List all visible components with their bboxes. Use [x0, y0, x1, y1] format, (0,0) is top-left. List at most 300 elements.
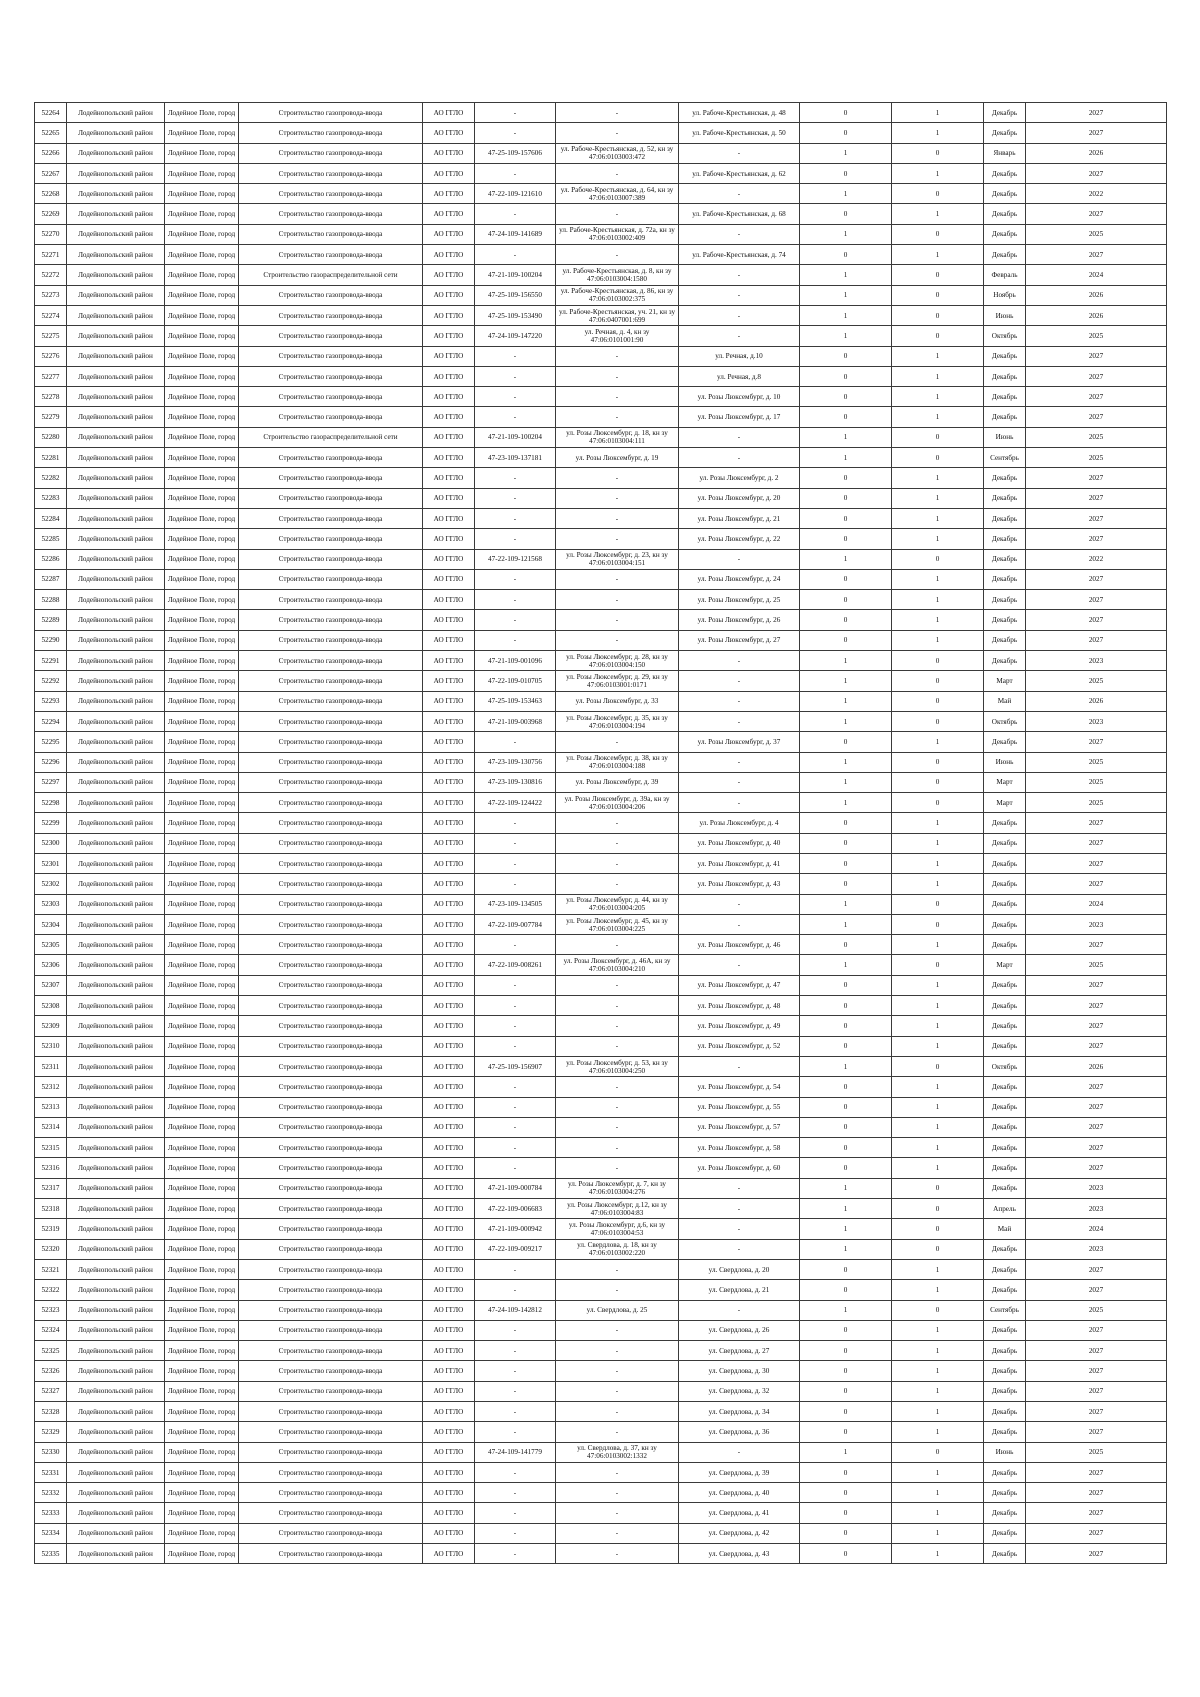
district-cell: Лодейнопольский район	[67, 894, 165, 914]
table-row	[35, 793, 1167, 813]
row-id-cell: 52321	[35, 1259, 67, 1279]
table-row	[35, 1138, 1167, 1158]
count-a-cell: 0	[800, 1016, 892, 1036]
count-b-cell: 0	[892, 265, 984, 285]
count-a-cell: 0	[800, 529, 892, 549]
table-row	[35, 407, 1167, 427]
work-type-cell: Строительство газопровода-ввода	[239, 630, 423, 650]
year-cell: 2027	[1026, 1402, 1167, 1422]
district-cell: Лодейнопольский район	[67, 1503, 165, 1523]
contract-address-cell: -	[556, 590, 679, 610]
planned-address-cell: ул. Розы Люксембург, д. 25	[679, 590, 800, 610]
settlement-cell: Лодейное Поле, город	[165, 813, 239, 833]
year-cell: 2027	[1026, 204, 1167, 224]
row-id-cell: 52322	[35, 1280, 67, 1300]
year-cell: 2027	[1026, 1280, 1167, 1300]
contract-number-cell: -	[475, 813, 556, 833]
operator-cell: АО ГГЛО	[423, 1036, 475, 1056]
planned-address-cell: ул. Розы Люксембург, д. 4	[679, 813, 800, 833]
table-row	[35, 1320, 1167, 1340]
count-b-cell: 1	[892, 366, 984, 386]
month-cell: Декабрь	[984, 346, 1026, 366]
district-cell: Лодейнопольский район	[67, 1422, 165, 1442]
table-row	[35, 874, 1167, 894]
data-table	[34, 102, 1167, 1564]
settlement-cell: Лодейное Поле, город	[165, 387, 239, 407]
month-cell: Декабрь	[984, 813, 1026, 833]
operator-cell: АО ГГЛО	[423, 184, 475, 204]
contract-number-cell: -	[475, 204, 556, 224]
contract-address-cell: ул. Розы Люксембург, д. 45, кн зу 47:06:0103004:225	[556, 914, 679, 934]
work-type-cell: Строительство газопровода-ввода	[239, 671, 423, 691]
year-cell: 2027	[1026, 1016, 1167, 1036]
planned-address-cell: -	[679, 691, 800, 711]
month-cell: Декабрь	[984, 1097, 1026, 1117]
work-type-cell: Строительство газопровода-ввода	[239, 1178, 423, 1198]
year-cell: 2027	[1026, 387, 1167, 407]
work-type-cell: Строительство газопровода-ввода	[239, 163, 423, 183]
contract-address-cell: ул. Рабоче-Крестьянская, д. 52, кн зу 47:06:0103003:472	[556, 143, 679, 163]
month-cell: Декабрь	[984, 468, 1026, 488]
contract-number-cell: 47-25-109-153490	[475, 305, 556, 325]
row-id-cell: 52268	[35, 184, 67, 204]
contract-number-cell: 47-22-109-007784	[475, 914, 556, 934]
planned-address-cell: -	[679, 1178, 800, 1198]
month-cell: Октябрь	[984, 326, 1026, 346]
year-cell: 2025	[1026, 1442, 1167, 1462]
table-row	[35, 1442, 1167, 1462]
row-id-cell: 52272	[35, 265, 67, 285]
year-cell: 2027	[1026, 1544, 1167, 1564]
contract-address-cell: ул. Розы Люксембург, д. 46А, кн зу 47:06:0103004:210	[556, 955, 679, 975]
operator-cell: АО ГГЛО	[423, 651, 475, 671]
work-type-cell: Строительство газопровода-ввода	[239, 1523, 423, 1543]
row-id-cell: 52285	[35, 529, 67, 549]
table-row	[35, 265, 1167, 285]
district-cell: Лодейнопольский район	[67, 1361, 165, 1381]
row-id-cell: 52269	[35, 204, 67, 224]
year-cell: 2025	[1026, 671, 1167, 691]
contract-address-cell: -	[556, 529, 679, 549]
table-row	[35, 387, 1167, 407]
district-cell: Лодейнопольский район	[67, 204, 165, 224]
district-cell: Лодейнопольский район	[67, 691, 165, 711]
contract-address-cell: -	[556, 1483, 679, 1503]
district-cell: Лодейнопольский район	[67, 1077, 165, 1097]
count-b-cell: 1	[892, 1280, 984, 1300]
planned-address-cell: ул. Рабоче-Крестьянская, д. 48	[679, 103, 800, 123]
district-cell: Лодейнопольский район	[67, 975, 165, 995]
district-cell: Лодейнопольский район	[67, 1219, 165, 1239]
month-cell: Декабрь	[984, 590, 1026, 610]
count-a-cell: 0	[800, 103, 892, 123]
contract-number-cell: 47-22-109-121568	[475, 549, 556, 569]
row-id-cell: 52273	[35, 285, 67, 305]
year-cell: 2027	[1026, 1341, 1167, 1361]
settlement-cell: Лодейное Поле, город	[165, 1077, 239, 1097]
row-id-cell: 52314	[35, 1117, 67, 1137]
operator-cell: АО ГГЛО	[423, 224, 475, 244]
count-b-cell: 0	[892, 772, 984, 792]
settlement-cell: Лодейное Поле, город	[165, 326, 239, 346]
work-type-cell: Строительство газопровода-ввода	[239, 1503, 423, 1523]
table-row	[35, 732, 1167, 752]
settlement-cell: Лодейное Поле, город	[165, 305, 239, 325]
operator-cell: АО ГГЛО	[423, 1239, 475, 1259]
district-cell: Лодейнопольский район	[67, 1483, 165, 1503]
table-row	[35, 143, 1167, 163]
planned-address-cell: ул. Розы Люксембург, д. 48	[679, 996, 800, 1016]
row-id-cell: 52280	[35, 427, 67, 447]
contract-address-cell: ул. Розы Люксембург, д. 19	[556, 448, 679, 468]
contract-number-cell: -	[475, 123, 556, 143]
planned-address-cell: ул. Розы Люксембург, д. 24	[679, 569, 800, 589]
count-b-cell: 1	[892, 123, 984, 143]
contract-number-cell: 47-21-109-100204	[475, 265, 556, 285]
count-a-cell: 0	[800, 346, 892, 366]
planned-address-cell: ул. Рабоче-Крестьянская, д. 74	[679, 245, 800, 265]
district-cell: Лодейнопольский район	[67, 488, 165, 508]
count-a-cell: 0	[800, 1320, 892, 1340]
contract-number-cell: -	[475, 833, 556, 853]
contract-number-cell: -	[475, 1036, 556, 1056]
table-row	[35, 468, 1167, 488]
operator-cell: АО ГГЛО	[423, 123, 475, 143]
month-cell: Декабрь	[984, 1462, 1026, 1482]
work-type-cell: Строительство газопровода-ввода	[239, 407, 423, 427]
count-a-cell: 1	[800, 448, 892, 468]
district-cell: Лодейнопольский район	[67, 772, 165, 792]
settlement-cell: Лодейное Поле, город	[165, 245, 239, 265]
count-a-cell: 0	[800, 163, 892, 183]
month-cell: Декабрь	[984, 935, 1026, 955]
count-a-cell: 0	[800, 468, 892, 488]
contract-number-cell: 47-21-109-100204	[475, 427, 556, 447]
table-row	[35, 549, 1167, 569]
month-cell: Сентябрь	[984, 1300, 1026, 1320]
district-cell: Лодейнопольский район	[67, 265, 165, 285]
count-b-cell: 0	[892, 711, 984, 731]
month-cell: Декабрь	[984, 1036, 1026, 1056]
work-type-cell: Строительство газопровода-ввода	[239, 1036, 423, 1056]
contract-number-cell: -	[475, 468, 556, 488]
contract-address-cell: -	[556, 1138, 679, 1158]
count-b-cell: 1	[892, 1138, 984, 1158]
district-cell: Лодейнопольский район	[67, 711, 165, 731]
year-cell: 2027	[1026, 366, 1167, 386]
operator-cell: АО ГГЛО	[423, 955, 475, 975]
district-cell: Лодейнопольский район	[67, 1056, 165, 1076]
work-type-cell: Строительство газопровода-ввода	[239, 793, 423, 813]
settlement-cell: Лодейное Поле, город	[165, 508, 239, 528]
month-cell: Декабрь	[984, 1402, 1026, 1422]
month-cell: Апрель	[984, 1199, 1026, 1219]
settlement-cell: Лодейное Поле, город	[165, 1199, 239, 1219]
contract-number-cell: -	[475, 1077, 556, 1097]
planned-address-cell: -	[679, 671, 800, 691]
operator-cell: АО ГГЛО	[423, 1016, 475, 1036]
year-cell: 2027	[1026, 346, 1167, 366]
year-cell: 2025	[1026, 1300, 1167, 1320]
operator-cell: АО ГГЛО	[423, 996, 475, 1016]
month-cell: Декабрь	[984, 123, 1026, 143]
planned-address-cell: ул. Свердлова, д. 30	[679, 1361, 800, 1381]
count-a-cell: 0	[800, 1097, 892, 1117]
planned-address-cell: ул. Свердлова, д. 43	[679, 1544, 800, 1564]
contract-number-cell: -	[475, 163, 556, 183]
table-row	[35, 610, 1167, 630]
operator-cell: АО ГГЛО	[423, 1219, 475, 1239]
planned-address-cell: ул. Свердлова, д. 20	[679, 1259, 800, 1279]
count-a-cell: 0	[800, 1544, 892, 1564]
district-cell: Лодейнопольский район	[67, 305, 165, 325]
settlement-cell: Лодейное Поле, город	[165, 1259, 239, 1279]
district-cell: Лодейнопольский район	[67, 224, 165, 244]
row-id-cell: 52327	[35, 1381, 67, 1401]
operator-cell: АО ГГЛО	[423, 1259, 475, 1279]
district-cell: Лодейнопольский район	[67, 448, 165, 468]
district-cell: Лодейнопольский район	[67, 245, 165, 265]
contract-number-cell: -	[475, 387, 556, 407]
contract-number-cell: 47-23-109-130756	[475, 752, 556, 772]
month-cell: Март	[984, 671, 1026, 691]
district-cell: Лодейнопольский район	[67, 1036, 165, 1056]
count-b-cell: 1	[892, 874, 984, 894]
table-row	[35, 529, 1167, 549]
operator-cell: АО ГГЛО	[423, 529, 475, 549]
count-b-cell: 1	[892, 1320, 984, 1340]
operator-cell: АО ГГЛО	[423, 975, 475, 995]
operator-cell: АО ГГЛО	[423, 1361, 475, 1381]
count-a-cell: 1	[800, 285, 892, 305]
year-cell: 2022	[1026, 184, 1167, 204]
district-cell: Лодейнопольский район	[67, 549, 165, 569]
work-type-cell: Строительство газопровода-ввода	[239, 996, 423, 1016]
count-a-cell: 0	[800, 387, 892, 407]
operator-cell: АО ГГЛО	[423, 1280, 475, 1300]
settlement-cell: Лодейное Поле, город	[165, 366, 239, 386]
count-b-cell: 1	[892, 1341, 984, 1361]
count-a-cell: 0	[800, 508, 892, 528]
count-b-cell: 1	[892, 569, 984, 589]
contract-address-cell: ул. Розы Люксембург, д. 33	[556, 691, 679, 711]
planned-address-cell: ул. Розы Люксембург, д. 47	[679, 975, 800, 995]
settlement-cell: Лодейное Поле, город	[165, 224, 239, 244]
work-type-cell: Строительство газопровода-ввода	[239, 1361, 423, 1381]
table-row	[35, 671, 1167, 691]
year-cell: 2027	[1026, 468, 1167, 488]
month-cell: Октябрь	[984, 711, 1026, 731]
contract-number-cell: -	[475, 366, 556, 386]
count-a-cell: 1	[800, 671, 892, 691]
work-type-cell: Строительство газопровода-ввода	[239, 204, 423, 224]
row-id-cell: 52282	[35, 468, 67, 488]
contract-address-cell: -	[556, 1523, 679, 1543]
month-cell: Декабрь	[984, 245, 1026, 265]
settlement-cell: Лодейное Поле, город	[165, 1239, 239, 1259]
year-cell: 2023	[1026, 914, 1167, 934]
count-b-cell: 1	[892, 1097, 984, 1117]
count-a-cell: 0	[800, 1117, 892, 1137]
settlement-cell: Лодейное Поле, город	[165, 488, 239, 508]
count-b-cell: 1	[892, 1077, 984, 1097]
operator-cell: АО ГГЛО	[423, 163, 475, 183]
district-cell: Лодейнопольский район	[67, 1199, 165, 1219]
month-cell: Декабрь	[984, 1158, 1026, 1178]
settlement-cell: Лодейное Поле, город	[165, 1300, 239, 1320]
work-type-cell: Строительство газопровода-ввода	[239, 772, 423, 792]
month-cell: Декабрь	[984, 1341, 1026, 1361]
work-type-cell: Строительство газопровода-ввода	[239, 1381, 423, 1401]
year-cell: 2026	[1026, 285, 1167, 305]
contract-number-cell: -	[475, 1462, 556, 1482]
operator-cell: АО ГГЛО	[423, 326, 475, 346]
work-type-cell: Строительство газопровода-ввода	[239, 1117, 423, 1137]
operator-cell: АО ГГЛО	[423, 1402, 475, 1422]
count-b-cell: 1	[892, 935, 984, 955]
operator-cell: АО ГГЛО	[423, 1483, 475, 1503]
count-a-cell: 0	[800, 1381, 892, 1401]
row-id-cell: 52302	[35, 874, 67, 894]
settlement-cell: Лодейное Поле, город	[165, 184, 239, 204]
count-a-cell: 0	[800, 1036, 892, 1056]
year-cell: 2026	[1026, 305, 1167, 325]
row-id-cell: 52319	[35, 1219, 67, 1239]
table-row	[35, 813, 1167, 833]
contract-number-cell: 47-24-109-141689	[475, 224, 556, 244]
year-cell: 2027	[1026, 1138, 1167, 1158]
contract-address-cell: -	[556, 874, 679, 894]
count-b-cell: 1	[892, 508, 984, 528]
district-cell: Лодейнопольский район	[67, 610, 165, 630]
district-cell: Лодейнопольский район	[67, 427, 165, 447]
contract-address-cell: -	[556, 123, 679, 143]
table-row	[35, 204, 1167, 224]
table-row	[35, 1523, 1167, 1543]
operator-cell: АО ГГЛО	[423, 772, 475, 792]
contract-address-cell: -	[556, 1077, 679, 1097]
contract-address-cell: ул. Свердлова, д. 37, кн зу 47:06:0103002:1332	[556, 1442, 679, 1462]
count-b-cell: 1	[892, 387, 984, 407]
district-cell: Лодейнопольский район	[67, 163, 165, 183]
count-a-cell: 0	[800, 833, 892, 853]
count-b-cell: 1	[892, 1016, 984, 1036]
contract-address-cell: -	[556, 1381, 679, 1401]
count-b-cell: 1	[892, 163, 984, 183]
contract-address-cell: ул. Рабоче-Крестьянская, д. 72а, кн зу 47:06:0103002:409	[556, 224, 679, 244]
count-b-cell: 0	[892, 1178, 984, 1198]
operator-cell: АО ГГЛО	[423, 833, 475, 853]
work-type-cell: Строительство газопровода-ввода	[239, 955, 423, 975]
contract-number-cell: 47-24-109-147220	[475, 326, 556, 346]
work-type-cell: Строительство газопровода-ввода	[239, 488, 423, 508]
year-cell: 2027	[1026, 1381, 1167, 1401]
month-cell: Декабрь	[984, 894, 1026, 914]
planned-address-cell: ул. Свердлова, д. 26	[679, 1320, 800, 1340]
settlement-cell: Лодейное Поле, город	[165, 1361, 239, 1381]
row-id-cell: 52320	[35, 1239, 67, 1259]
settlement-cell: Лодейное Поле, город	[165, 894, 239, 914]
operator-cell: АО ГГЛО	[423, 1077, 475, 1097]
row-id-cell: 52332	[35, 1483, 67, 1503]
table-row	[35, 894, 1167, 914]
settlement-cell: Лодейное Поле, город	[165, 1158, 239, 1178]
district-cell: Лодейнопольский район	[67, 671, 165, 691]
count-b-cell: 1	[892, 1036, 984, 1056]
count-b-cell: 1	[892, 853, 984, 873]
month-cell: Декабрь	[984, 853, 1026, 873]
count-a-cell: 0	[800, 488, 892, 508]
district-cell: Лодейнопольский район	[67, 1300, 165, 1320]
district-cell: Лодейнопольский район	[67, 914, 165, 934]
table-row	[35, 1056, 1167, 1076]
year-cell: 2027	[1026, 610, 1167, 630]
district-cell: Лодейнопольский район	[67, 103, 165, 123]
planned-address-cell: -	[679, 326, 800, 346]
count-a-cell: 0	[800, 1361, 892, 1381]
table-row	[35, 245, 1167, 265]
work-type-cell: Строительство газопровода-ввода	[239, 1483, 423, 1503]
contract-address-cell: -	[556, 1544, 679, 1564]
contract-number-cell: 47-22-109-121610	[475, 184, 556, 204]
row-id-cell: 52281	[35, 448, 67, 468]
operator-cell: АО ГГЛО	[423, 569, 475, 589]
district-cell: Лодейнопольский район	[67, 874, 165, 894]
work-type-cell: Строительство газопровода-ввода	[239, 732, 423, 752]
settlement-cell: Лодейное Поле, город	[165, 1442, 239, 1462]
planned-address-cell: -	[679, 448, 800, 468]
month-cell: Декабрь	[984, 1077, 1026, 1097]
settlement-cell: Лодейное Поле, город	[165, 549, 239, 569]
row-id-cell: 52325	[35, 1341, 67, 1361]
settlement-cell: Лодейное Поле, город	[165, 1402, 239, 1422]
settlement-cell: Лодейное Поле, город	[165, 772, 239, 792]
contract-number-cell: 47-21-109-001096	[475, 651, 556, 671]
count-b-cell: 0	[892, 914, 984, 934]
table-row	[35, 630, 1167, 650]
month-cell: Декабрь	[984, 407, 1026, 427]
contract-address-cell: -	[556, 366, 679, 386]
contract-number-cell: -	[475, 1280, 556, 1300]
contract-address-cell: -	[556, 1462, 679, 1482]
operator-cell: АО ГГЛО	[423, 610, 475, 630]
month-cell: Декабрь	[984, 630, 1026, 650]
count-b-cell: 0	[892, 285, 984, 305]
operator-cell: АО ГГЛО	[423, 630, 475, 650]
count-a-cell: 1	[800, 549, 892, 569]
count-b-cell: 0	[892, 448, 984, 468]
planned-address-cell: ул. Свердлова, д. 39	[679, 1462, 800, 1482]
count-b-cell: 0	[892, 1300, 984, 1320]
work-type-cell: Строительство газопровода-ввода	[239, 1056, 423, 1076]
operator-cell: АО ГГЛО	[423, 1056, 475, 1076]
settlement-cell: Лодейное Поле, город	[165, 407, 239, 427]
month-cell: Декабрь	[984, 1259, 1026, 1279]
count-b-cell: 1	[892, 630, 984, 650]
work-type-cell: Строительство газопровода-ввода	[239, 1199, 423, 1219]
work-type-cell: Строительство газопровода-ввода	[239, 914, 423, 934]
count-a-cell: 1	[800, 305, 892, 325]
count-b-cell: 1	[892, 1158, 984, 1178]
year-cell: 2027	[1026, 1036, 1167, 1056]
count-a-cell: 0	[800, 245, 892, 265]
contract-number-cell: -	[475, 508, 556, 528]
settlement-cell: Лодейное Поле, город	[165, 671, 239, 691]
contract-number-cell: 47-25-109-156907	[475, 1056, 556, 1076]
operator-cell: АО ГГЛО	[423, 488, 475, 508]
contract-address-cell: -	[556, 346, 679, 366]
contract-number-cell: -	[475, 346, 556, 366]
